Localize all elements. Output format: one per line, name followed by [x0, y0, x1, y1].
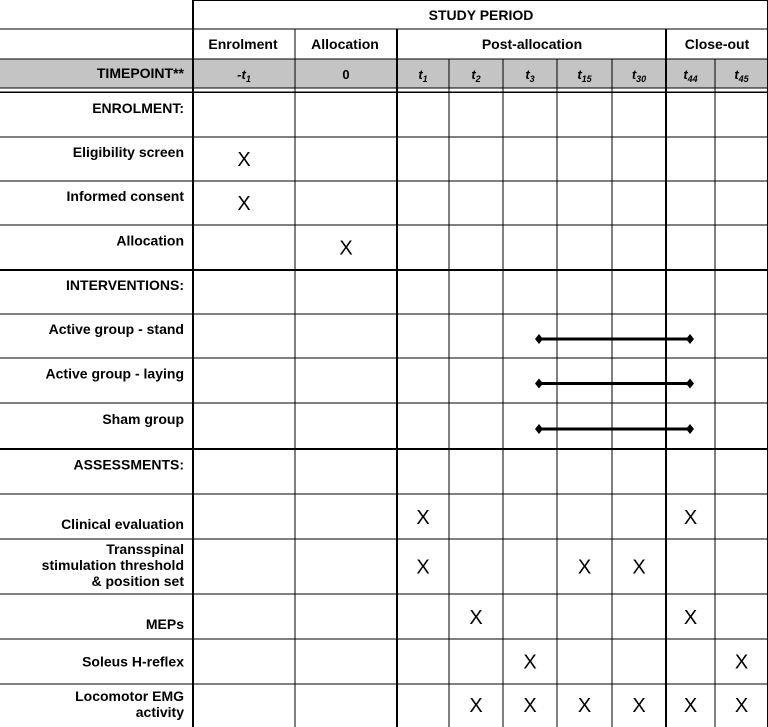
- timepoint-sub: 45: [738, 74, 749, 84]
- x-mark: X: [416, 507, 430, 529]
- x-mark: X: [237, 149, 251, 171]
- row-label-line: stimulation threshold: [41, 557, 184, 573]
- row-label-line: ASSESSMENTS:: [73, 456, 184, 473]
- timepoint-1: [342, 67, 349, 82]
- timepoint-base: t: [471, 67, 476, 82]
- row-labels: [42, 100, 185, 720]
- x-mark: X: [734, 695, 749, 717]
- row-label-line: Transspinal: [106, 541, 184, 557]
- x-mark: X: [632, 695, 646, 717]
- section-heading: [92, 100, 184, 116]
- row-label-line: MEPs: [145, 616, 184, 632]
- section-heading: [66, 277, 184, 293]
- timepoint-sub: 3: [529, 74, 535, 84]
- row-label-line: Locomotor EMG: [75, 688, 184, 704]
- timepoint-base: t: [734, 67, 739, 82]
- x-mark: X: [577, 556, 592, 579]
- x-mark: X: [469, 607, 483, 629]
- x-mark: X: [683, 695, 698, 717]
- row-label: [73, 144, 184, 160]
- timepoint-sub: 30: [636, 74, 647, 84]
- row-label-line: ENROLMENT:: [92, 100, 184, 116]
- timepoint-sub: 1: [422, 74, 428, 84]
- row-label-line: Active group - stand: [48, 321, 184, 337]
- x-mark: X: [523, 651, 537, 674]
- timepoint-base: 0: [342, 67, 350, 82]
- timepoint-sub: 2: [475, 74, 481, 84]
- row-label-line: Informed consent: [66, 188, 184, 204]
- row-label: [46, 366, 184, 382]
- timepoint-sub: 15: [581, 74, 592, 84]
- row-label: [61, 516, 184, 532]
- row-label-line: Sham group: [102, 411, 184, 427]
- phase-close-out: Close-out: [684, 36, 750, 52]
- row-label: [146, 616, 184, 632]
- phase-enrolment: Enrolment: [208, 36, 278, 52]
- x-mark: X: [523, 695, 537, 717]
- row-label-line: activity: [135, 704, 184, 720]
- timepoint-base: t: [683, 67, 688, 82]
- row-label: [49, 321, 184, 337]
- row-label: [82, 654, 184, 670]
- x-mark: X: [683, 607, 698, 629]
- row-label-line: Clinical evaluation: [61, 516, 184, 532]
- study-period-heading: STUDY PERIOD: [428, 7, 534, 23]
- row-label-line: & position set: [91, 573, 184, 589]
- span-endpoint-diamond: [686, 379, 694, 389]
- x-mark: X: [469, 695, 483, 717]
- row-label-line: Eligibility screen: [72, 144, 184, 160]
- span-endpoint-diamond: [535, 424, 543, 434]
- row-label-line: Active group - laying: [45, 365, 184, 382]
- row-label: [102, 411, 184, 427]
- x-mark: X: [416, 556, 430, 579]
- timepoint-base: -t: [237, 67, 246, 82]
- timepoint-label: TIMEPOINT**: [96, 65, 184, 81]
- timepoint-sub: 1: [245, 74, 251, 84]
- row-label: [42, 541, 185, 589]
- section-heading: [74, 457, 184, 473]
- row-label: [75, 688, 184, 720]
- x-mark: X: [632, 556, 646, 579]
- timepoint-sub: 44: [687, 74, 698, 84]
- row-label-line: Soleus H-reflex: [82, 653, 184, 670]
- timepoint-base: t: [631, 67, 637, 82]
- span-endpoint-diamond: [535, 379, 543, 389]
- row-label: [116, 233, 184, 249]
- span-endpoint-diamond: [535, 334, 543, 344]
- x-mark: X: [734, 651, 749, 674]
- x-mark: X: [577, 695, 592, 717]
- timepoint-base: t: [525, 67, 530, 82]
- phase-post-allocation: Post-allocation: [481, 36, 583, 52]
- timepoint-base: t: [577, 67, 582, 82]
- row-label-line: INTERVENTIONS:: [66, 277, 184, 293]
- row-label-line: Allocation: [116, 232, 184, 249]
- span-endpoint-diamond: [686, 334, 694, 344]
- x-mark: X: [683, 507, 698, 529]
- x-mark: X: [237, 193, 251, 215]
- row-label: [67, 188, 185, 204]
- timepoint-base: t: [418, 67, 423, 82]
- phase-allocation: Allocation: [311, 36, 379, 52]
- cell-marks: [237, 149, 748, 717]
- span-endpoint-diamond: [686, 424, 694, 434]
- x-mark: X: [339, 237, 353, 260]
